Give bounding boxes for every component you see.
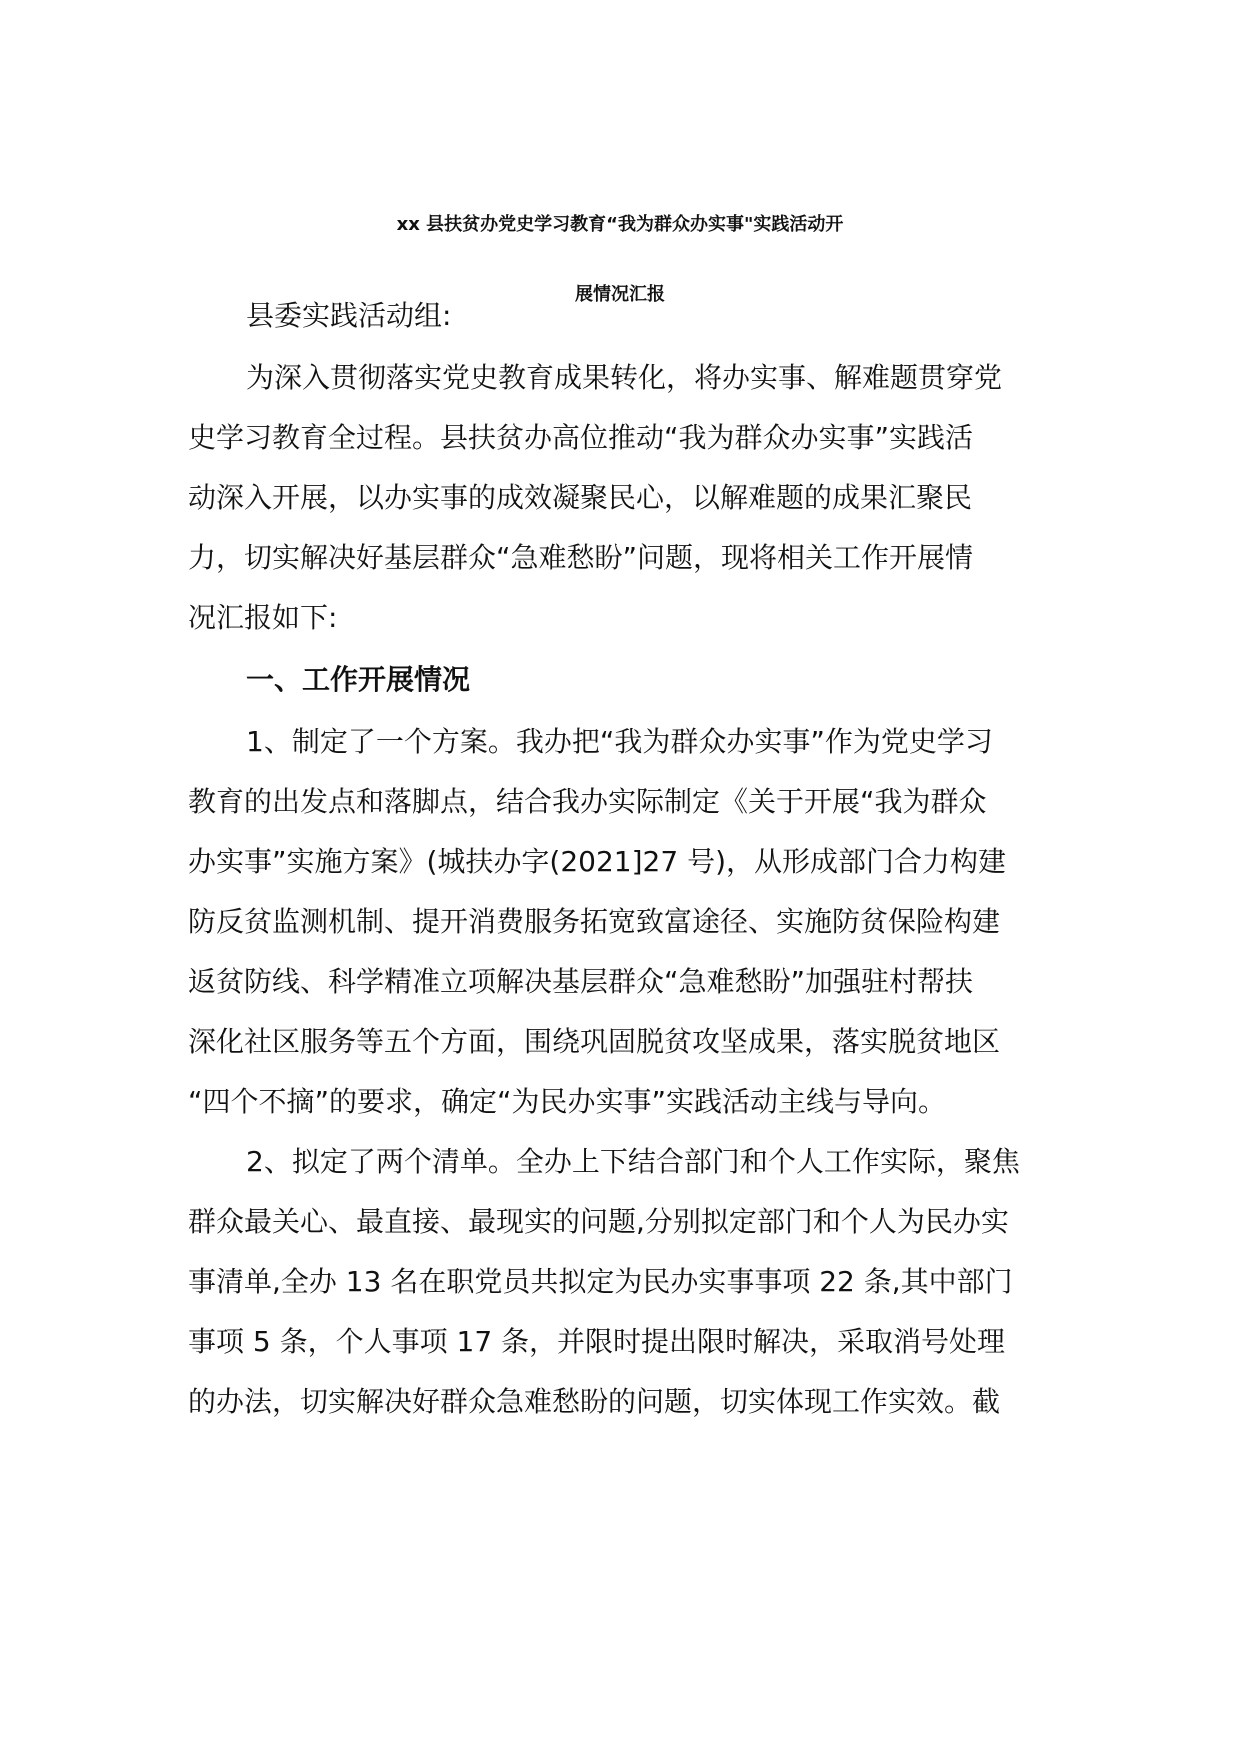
title-line-1: xx 县扶贫办党史学习教育“我为群众办实事"实践活动开 — [396, 214, 844, 235]
item2-line-2: 群众最关心、最直接、最现实的问题,分别拟定部门和个人为民办实 — [188, 1205, 1009, 1238]
item1-line-4: 防反贫监测机制、提开消费服务拓宽致富途径、实施防贫保险构建 — [188, 905, 1001, 938]
document-title — [0, 190, 1240, 330]
intro-line-2: 史学习教育全过程。县扶贫办高位推动“我为群众办实事”实践活 — [188, 421, 974, 454]
intro-line-3: 动深入开展，以办实事的成效凝聚民心，以解难题的成果汇聚民 — [188, 481, 973, 514]
title-line-2: 展情况汇报 — [575, 284, 665, 305]
item1-line-3: 办实事”实施方案》(城扶办字(2021]27 号)，从形成部门合力构建 — [188, 845, 1006, 878]
item1-line-6: 深化社区服务等五个方面，围绕巩固脱贫攻坚成果，落实脱贫地区 — [188, 1025, 1001, 1058]
item2-line-4: 事项 5 条，个人事项 17 条，并限时提出限时解决，采取消号处理 — [188, 1325, 1006, 1358]
item2-line-3: 事清单,全办 13 名在职党员共拟定为民办实事事项 22 条,其中部门 — [188, 1265, 1013, 1298]
intro-line-4: 力，切实解决好基层群众“急难愁盼”问题，现将相关工作开展情 — [188, 541, 974, 574]
item1-line-1: 1、制定了一个方案。我办把“我为群众办实事”作为党史学习 — [246, 725, 993, 758]
item2-line-5: 的办法，切实解决好群众急难愁盼的问题，切实体现工作实效。截 — [188, 1385, 1001, 1418]
intro-line-5: 况汇报如下: — [188, 601, 338, 634]
item1-line-2: 教育的出发点和落脚点，结合我办实际制定《关于开展“我为群众 — [188, 785, 987, 818]
item1-line-7: “四个不摘”的要求，确定“为民办实事”实践活动主线与导向。 — [188, 1085, 947, 1118]
item1-line-5: 返贫防线、科学精准立项解决基层群众“急难愁盼”加强驻村帮扶 — [188, 965, 974, 998]
intro-line-1: 为深入贯彻落实党史教育成果转化，将办实事、解难题贯穿党 — [246, 361, 1003, 394]
item2-line-1: 2、拟定了两个清单。全办上下结合部门和个人工作实际，聚焦 — [246, 1145, 1020, 1178]
salutation: 县委实践活动组: — [246, 299, 452, 332]
section-heading: 一、工作开展情况 — [246, 663, 471, 696]
